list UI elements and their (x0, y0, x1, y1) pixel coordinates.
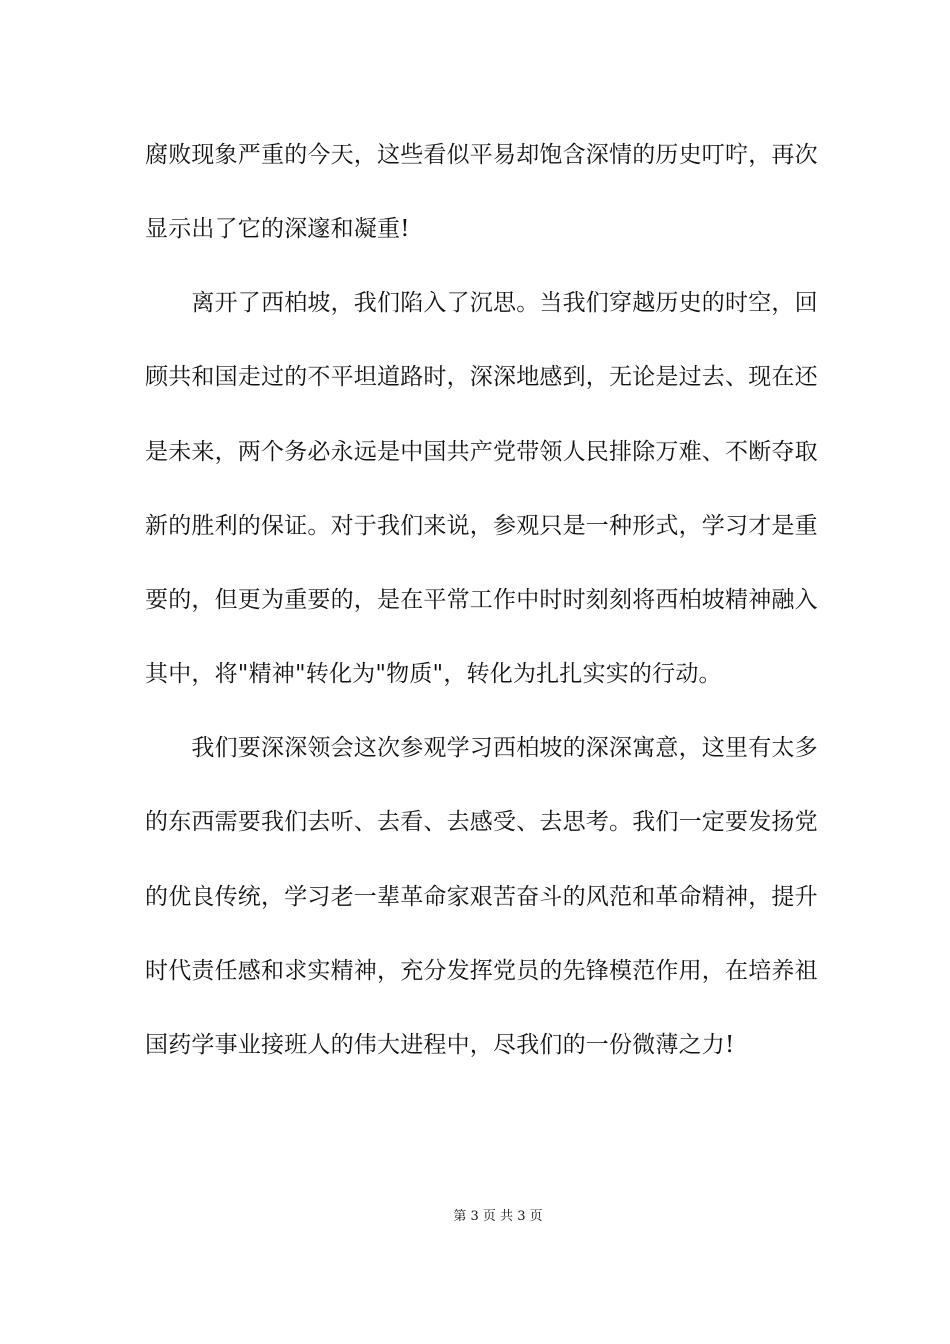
text-line: 显示出了它的深邃和凝重! (145, 216, 410, 242)
text-line: 的东西需要我们去听、去看、去感受、去思考。我们一定要发扬党 (145, 809, 818, 835)
text-line: 腐败现象严重的今天，这些看似平易却饱含深情的历史叮咛，再次 (145, 142, 818, 168)
text-line: 要的，但更为重要的，是在平常工作中时时刻刻将西柏坡精神融入 (145, 587, 818, 613)
text-line: 新的胜利的保证。对于我们来说，参观只是一种形式，学习才是重 (145, 513, 818, 539)
page-footer: 第 3 页 共 3 页 (453, 1209, 543, 1224)
text-line: 时代责任感和求实精神，充分发挥党员的先锋模范作用，在培养祖 (145, 958, 818, 984)
text-line: 是未来，两个务必永远是中国共产党带领人民排除万难、不断夺取 (145, 439, 818, 465)
text-line: 顾共和国走过的不平坦道路时，深深地感到，无论是过去、现在还 (145, 364, 818, 390)
text-line: 我们要深深领会这次参观学习西柏坡的深深寓意，这里有太多 (145, 735, 818, 761)
text-line: 的优良传统，学习老一辈革命家艰苦奋斗的风范和革命精神，提升 (145, 884, 818, 910)
text-line: 其中，将"精神"转化为"物质"，转化为扎扎实实的行动。 (145, 661, 722, 687)
text-line: 国药学事业接班人的伟大进程中，尽我们的一份微薄之力! (145, 1032, 735, 1058)
text-line: 离开了西柏坡，我们陷入了沉思。当我们穿越历史的时空，回 (145, 290, 818, 316)
